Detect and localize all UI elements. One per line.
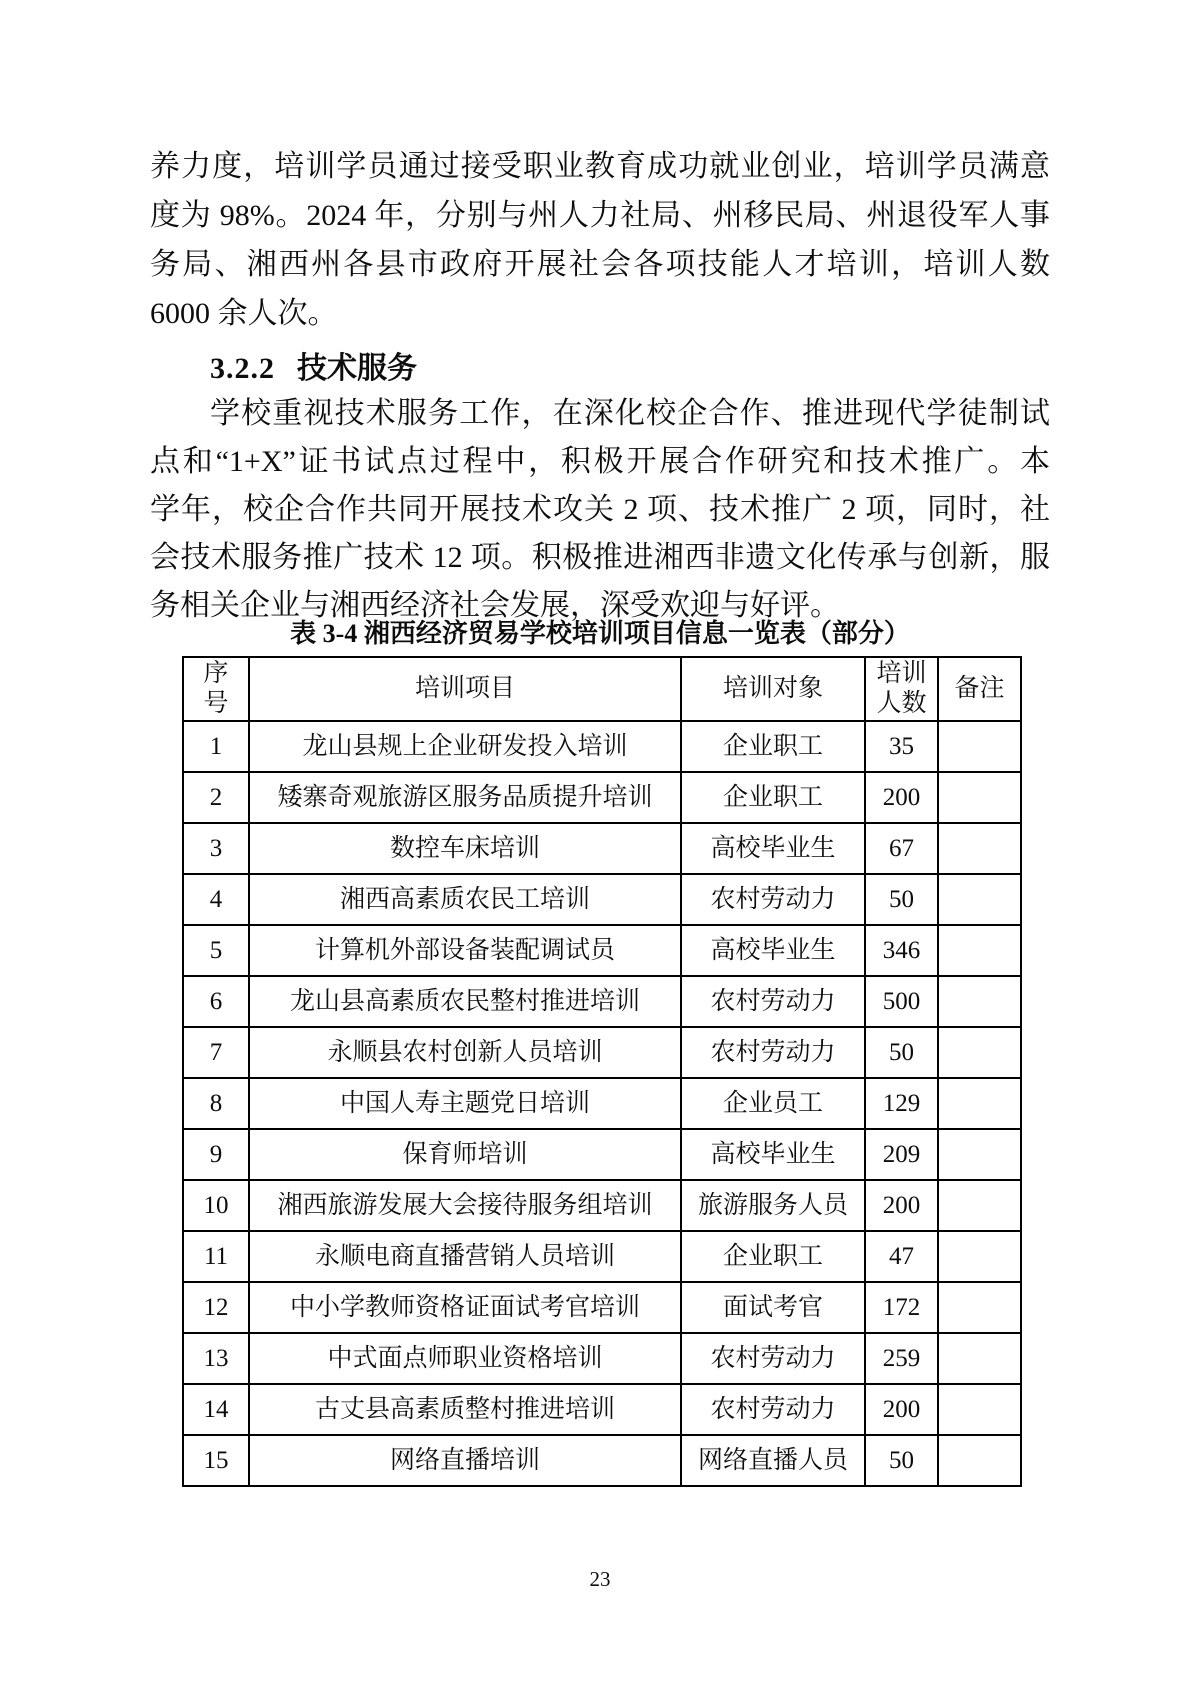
cell-no: 7	[183, 1027, 249, 1078]
cell-note	[938, 721, 1021, 772]
text-line: 学年，校企合作共同开展技术攻关 2 项、技术推广 2 项，同时，社	[150, 493, 1050, 526]
cell-count: 35	[865, 721, 938, 772]
table-row	[183, 925, 1021, 976]
cell-note	[938, 1027, 1021, 1078]
cell-project: 湘西高素质农民工培训	[249, 874, 681, 925]
cell-count: 172	[865, 1282, 938, 1333]
table-row	[183, 874, 1021, 925]
cell-target: 农村劳动力	[681, 1333, 865, 1384]
cell-target: 企业职工	[681, 721, 865, 772]
cell-note	[938, 1078, 1021, 1129]
table-row	[183, 1027, 1021, 1078]
text-line: 养力度，培训学员通过接受职业教育成功就业创业，培训学员满意	[150, 150, 1050, 183]
col-header-project: 培训项目	[249, 657, 681, 721]
table-row	[183, 976, 1021, 1027]
cell-note	[938, 772, 1021, 823]
text-line: 学校重视技术服务工作，在深化校企合作、推进现代学徒制试	[210, 397, 1050, 430]
cell-count: 346	[865, 925, 938, 976]
table-row	[183, 1078, 1021, 1129]
col-header-count: 培训人数	[865, 657, 938, 721]
cell-count: 50	[865, 1027, 938, 1078]
text-line: 务局、湘西州各县市政府开展社会各项技能人才培训，培训人数	[150, 248, 1050, 281]
cell-project: 龙山县高素质农民整村推进培训	[249, 976, 681, 1027]
cell-count: 200	[865, 772, 938, 823]
cell-no: 10	[183, 1180, 249, 1231]
cell-target: 高校毕业生	[681, 1129, 865, 1180]
table-row	[183, 1129, 1021, 1180]
cell-target: 农村劳动力	[681, 874, 865, 925]
cell-target: 农村劳动力	[681, 1027, 865, 1078]
cell-project: 计算机外部设备装配调试员	[249, 925, 681, 976]
cell-no: 15	[183, 1435, 249, 1486]
cell-no: 1	[183, 721, 249, 772]
cell-project: 网络直播培训	[249, 1435, 681, 1486]
cell-note	[938, 1180, 1021, 1231]
col-header-target: 培训对象	[681, 657, 865, 721]
cell-no: 14	[183, 1384, 249, 1435]
cell-target: 企业员工	[681, 1078, 865, 1129]
text-line: 度为 98%。2024 年，分别与州人力社局、州移民局、州退役军人事	[150, 199, 1050, 232]
cell-no: 11	[183, 1231, 249, 1282]
cell-note	[938, 1384, 1021, 1435]
cell-no: 9	[183, 1129, 249, 1180]
cell-note	[938, 976, 1021, 1027]
table-row	[183, 1384, 1021, 1435]
cell-no: 8	[183, 1078, 249, 1129]
section-title: 技术服务	[297, 352, 417, 385]
cell-project: 数控车床培训	[249, 823, 681, 874]
cell-project: 中式面点师职业资格培训	[249, 1333, 681, 1384]
text-line: 点和“1+X”证书试点过程中，积极开展合作研究和技术推广。本	[150, 445, 1050, 478]
cell-project: 永顺县农村创新人员培训	[249, 1027, 681, 1078]
table-row	[183, 1180, 1021, 1231]
cell-target: 农村劳动力	[681, 1384, 865, 1435]
table-row	[183, 1231, 1021, 1282]
cell-no: 12	[183, 1282, 249, 1333]
cell-count: 67	[865, 823, 938, 874]
table-header-row	[183, 657, 1021, 721]
cell-count: 200	[865, 1180, 938, 1231]
cell-count: 209	[865, 1129, 938, 1180]
cell-target: 高校毕业生	[681, 823, 865, 874]
cell-note	[938, 874, 1021, 925]
cell-note	[938, 1435, 1021, 1486]
cell-project: 中小学教师资格证面试考官培训	[249, 1282, 681, 1333]
text-line: 6000 余人次。	[150, 297, 338, 330]
cell-project: 湘西旅游发展大会接待服务组培训	[249, 1180, 681, 1231]
page-number: 23	[589, 1567, 611, 1591]
cell-target: 企业职工	[681, 772, 865, 823]
table-row	[183, 823, 1021, 874]
cell-count: 259	[865, 1333, 938, 1384]
table-body	[183, 721, 1021, 1486]
cell-note	[938, 1282, 1021, 1333]
cell-no: 3	[183, 823, 249, 874]
cell-project: 龙山县规上企业研发投入培训	[249, 721, 681, 772]
table-row	[183, 1435, 1021, 1486]
table-caption: 表 3-4 湘西经济贸易学校培训项目信息一览表（部分）	[290, 619, 910, 648]
table-row	[183, 772, 1021, 823]
paragraph-1	[150, 142, 1050, 338]
cell-project: 矮寨奇观旅游区服务品质提升培训	[249, 772, 681, 823]
cell-count: 129	[865, 1078, 938, 1129]
training-projects-table	[182, 656, 1022, 1487]
cell-no: 6	[183, 976, 249, 1027]
cell-no: 5	[183, 925, 249, 976]
cell-target: 高校毕业生	[681, 925, 865, 976]
cell-no: 4	[183, 874, 249, 925]
cell-note	[938, 823, 1021, 874]
cell-project: 古丈县高素质整村推进培训	[249, 1384, 681, 1435]
cell-note	[938, 1231, 1021, 1282]
cell-project: 永顺电商直播营销人员培训	[249, 1231, 681, 1282]
table-row	[183, 1333, 1021, 1384]
cell-count: 47	[865, 1231, 938, 1282]
table-row	[183, 721, 1021, 772]
text-line: 会技术服务推广技术 12 项。积极推进湘西非遗文化传承与创新，服	[150, 541, 1050, 574]
cell-target: 农村劳动力	[681, 976, 865, 1027]
col-header-note: 备注	[938, 657, 1021, 721]
cell-count: 50	[865, 874, 938, 925]
cell-target: 企业职工	[681, 1231, 865, 1282]
cell-target: 面试考官	[681, 1282, 865, 1333]
text-line: 务相关企业与湘西经济社会发展，深受欢迎与好评。	[150, 589, 840, 622]
cell-note	[938, 1129, 1021, 1180]
cell-count: 500	[865, 976, 938, 1027]
cell-no: 13	[183, 1333, 249, 1384]
cell-project: 中国人寿主题党日培训	[249, 1078, 681, 1129]
section-heading	[210, 349, 417, 389]
cell-count: 200	[865, 1384, 938, 1435]
paragraph-2	[150, 390, 1050, 630]
cell-note	[938, 925, 1021, 976]
cell-count: 50	[865, 1435, 938, 1486]
table-row	[183, 1282, 1021, 1333]
cell-target: 网络直播人员	[681, 1435, 865, 1486]
cell-target: 旅游服务人员	[681, 1180, 865, 1231]
cell-no: 2	[183, 772, 249, 823]
cell-note	[938, 1333, 1021, 1384]
section-number: 3.2.2	[210, 352, 275, 385]
cell-project: 保育师培训	[249, 1129, 681, 1180]
col-header-no: 序号	[183, 657, 249, 721]
